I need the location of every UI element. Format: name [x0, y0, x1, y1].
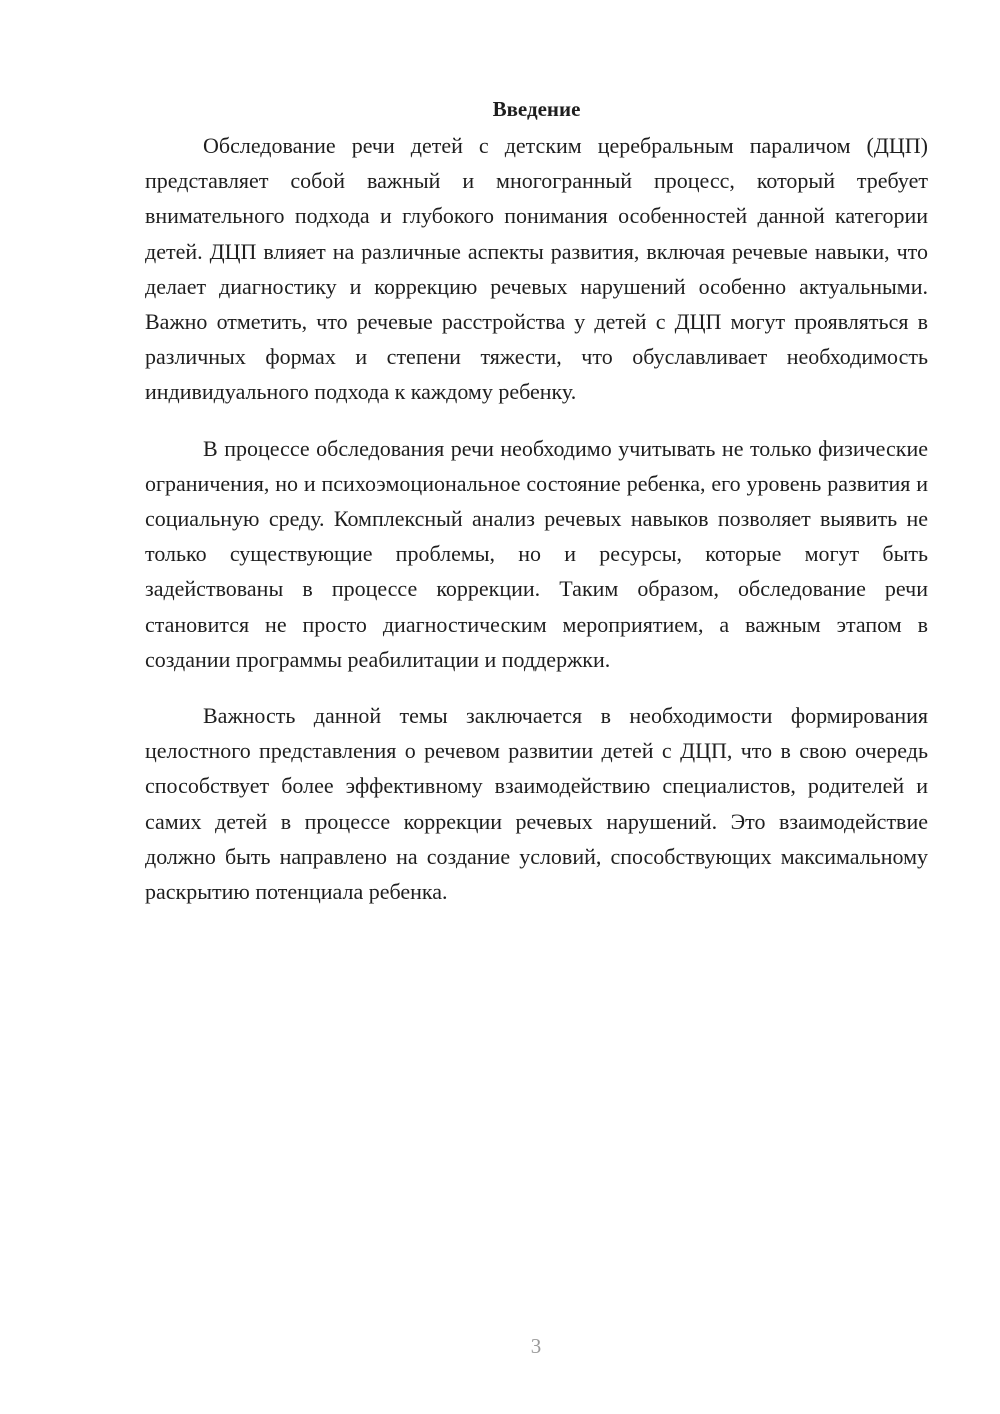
section-heading: Введение	[492, 97, 581, 121]
paragraph-1: Обследование речи детей с детским церебральным параличом (ДЦП) представляет собой важный и многогранный процесс, который требует внимательного подхода и глубокого понимания особенностей данной категории детей. ДЦП влияет на различные аспекты развития, включая речевые навыки, что делает диагностику и коррекцию речевых нарушений особенно актуальными. Важно отметить, что речевые расстройства у детей с ДЦП могут проявляться в различных формах и степени тяжести, что обуславливает необходимость индивидуального подхода к каждому ребенку.	[145, 133, 928, 405]
page-content	[145, 94, 928, 909]
paragraph-3: Важность данной темы заключается в необходимости формирования целостного представления о речевом развитии детей с ДЦП, что в свою очередь способствует более эффективному взаимодействию специалистов, родителей и самих детей в процессе коррекции речевых нарушений. Это взаимодействие должно быть направлено на создание условий, способствующих максимальному раскрытию потенциала ребенка.	[145, 703, 928, 905]
page-number: 3	[530, 1334, 542, 1358]
paragraph-2: В процессе обследования речи необходимо учитывать не только физические ограничения, но и психоэмоциональное состояние ребенка, его уровень развития и социальную среду. Комплексный анализ речевых навыков позволяет выявить не только существующие проблемы, но и ресурсы, которые могут быть задействованы в процессе коррекции. Таким образом, обследование речи становится не просто диагностическим мероприятием, а важным этапом в создании программы реабилитации и поддержки.	[145, 435, 928, 672]
